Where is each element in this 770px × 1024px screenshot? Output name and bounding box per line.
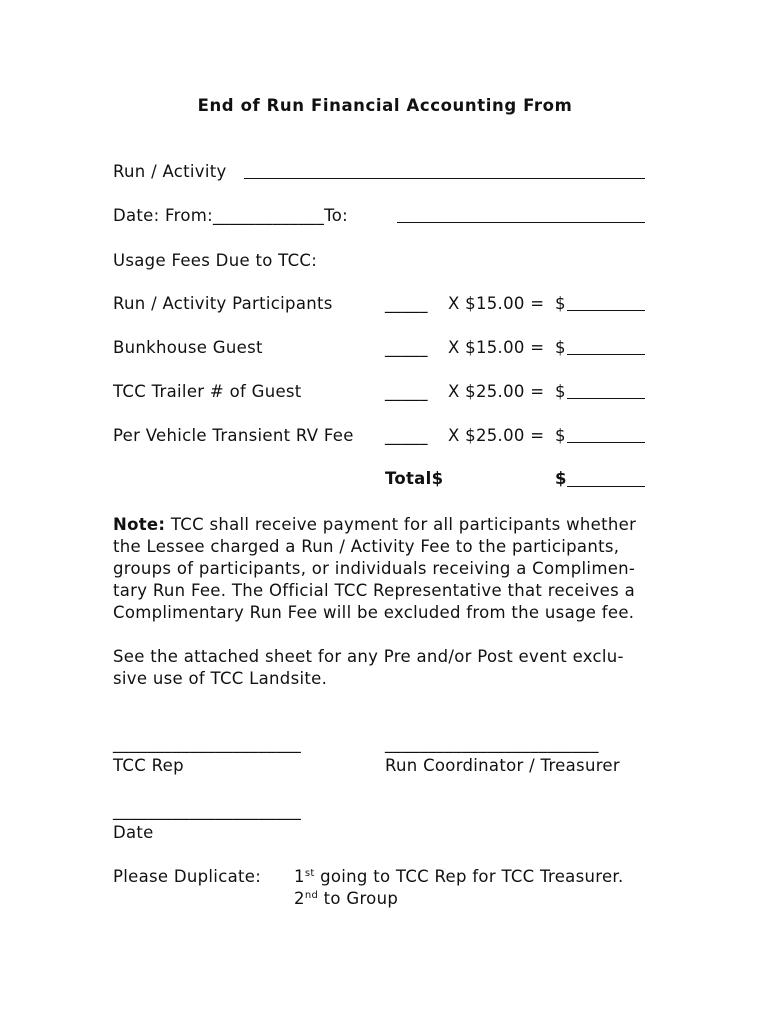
fee-amount-field[interactable] xyxy=(567,354,645,355)
fee-rate: X $15.00 = xyxy=(448,294,545,313)
fee-dollar: $ xyxy=(555,382,566,401)
dup-2-num: 2 xyxy=(294,889,305,908)
fee-label: Per Vehicle Transient RV Fee xyxy=(113,426,354,445)
run-activity-label: Run / Activity xyxy=(113,162,227,181)
attached-line: sive use of TCC Landsite. xyxy=(113,669,328,688)
fee-label: Run / Activity Participants xyxy=(113,294,333,313)
dup-2-text: to Group xyxy=(318,889,399,908)
fee-rate: X $25.00 = xyxy=(448,426,545,445)
note-line xyxy=(113,514,673,536)
fee-label: Bunkhouse Guest xyxy=(113,338,263,357)
fee-qty-field[interactable]: _____ xyxy=(385,426,428,445)
date-label: Date xyxy=(113,823,154,842)
run-activity-field[interactable] xyxy=(244,178,645,179)
note-text: TCC shall receive payment for all participants whether xyxy=(165,515,637,534)
duplicate-line-1 xyxy=(294,867,624,887)
fee-qty-field[interactable]: _____ xyxy=(385,294,428,313)
fee-amount-field[interactable] xyxy=(567,310,645,311)
note-line: Complimentary Run Fee will be excluded from the usage fee. xyxy=(113,603,635,622)
total-label: Total$ xyxy=(385,469,444,488)
note-line: groups of participants, or individuals receiving a Complimen- xyxy=(113,559,636,578)
note-label: Note: xyxy=(113,515,166,534)
note-line: tary Run Fee. The Official TCC Representative that receives a xyxy=(113,581,635,600)
date-to-field[interactable] xyxy=(397,222,645,223)
run-coordinator-signature-field[interactable]: _________________________ xyxy=(385,734,599,753)
duplicate-line-2 xyxy=(294,889,398,909)
attached-sheet-paragraph xyxy=(113,646,673,690)
dup-2-sup: nd xyxy=(304,890,319,901)
please-duplicate-label: Please Duplicate: xyxy=(113,867,262,886)
note-paragraph xyxy=(113,514,673,624)
note-line: the Lessee charged a Run / Activity Fee to the participants, xyxy=(113,537,620,556)
total-dollar: $ xyxy=(555,469,567,488)
dup-1-sup: st xyxy=(304,868,315,879)
fee-dollar: $ xyxy=(555,426,566,445)
attached-line: See the attached sheet for any Pre and/or Post event exclu- xyxy=(113,647,624,666)
dup-1-num: 1 xyxy=(294,867,305,886)
fee-dollar: $ xyxy=(555,338,566,357)
fee-rate: X $15.00 = xyxy=(448,338,545,357)
usage-fees-heading: Usage Fees Due to TCC: xyxy=(113,251,318,270)
tcc-rep-signature-field[interactable]: ______________________ xyxy=(113,734,302,753)
fee-rate: X $25.00 = xyxy=(448,382,545,401)
run-coordinator-label: Run Coordinator / Treasurer xyxy=(385,756,620,775)
tcc-rep-label: TCC Rep xyxy=(113,756,184,775)
fee-label: TCC Trailer # of Guest xyxy=(113,382,302,401)
fee-amount-field[interactable] xyxy=(567,398,645,399)
form-title: End of Run Financial Accounting From xyxy=(197,96,573,115)
fee-qty-field[interactable]: _____ xyxy=(385,338,428,357)
fee-amount-field[interactable] xyxy=(567,442,645,443)
fee-qty-field[interactable]: _____ xyxy=(385,382,428,401)
date-signature-field[interactable]: ______________________ xyxy=(113,801,302,820)
dup-1-text: going to TCC Rep for TCC Treasurer. xyxy=(314,867,624,886)
fee-dollar: $ xyxy=(555,294,566,313)
date-from-label: Date: From:_____________To: xyxy=(113,206,348,225)
total-amount-field[interactable] xyxy=(567,486,645,487)
